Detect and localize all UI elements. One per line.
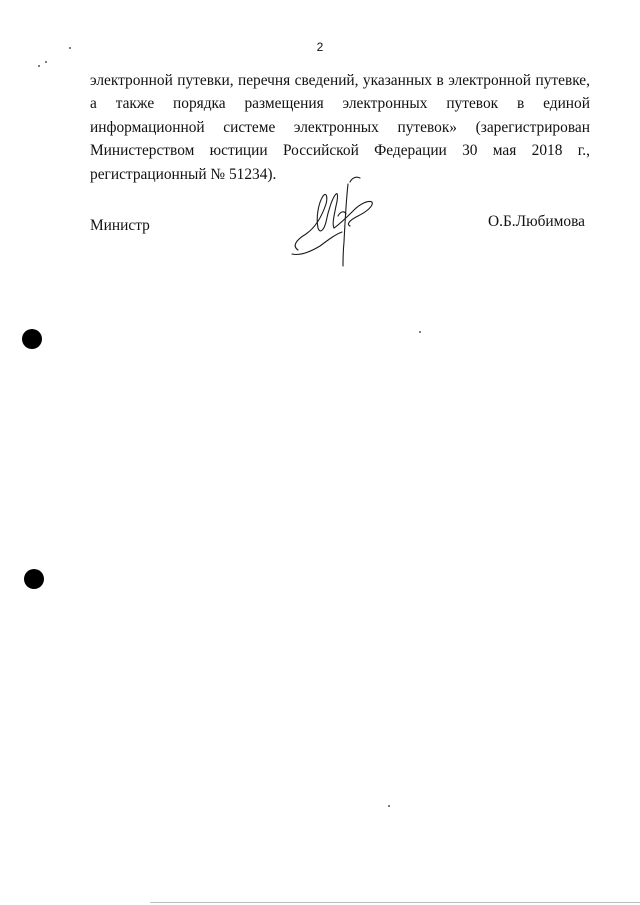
scan-speck: [45, 61, 47, 63]
word: в: [436, 72, 444, 89]
word: (зарегистрирован: [475, 118, 590, 136]
word: также: [115, 95, 155, 113]
word: 2018: [531, 142, 563, 160]
paragraph-line: [90, 92, 590, 115]
word: путевок»: [397, 118, 458, 136]
page-number: 2: [316, 40, 324, 54]
word: электронных: [293, 118, 379, 136]
word: 30: [462, 142, 478, 160]
paragraph-line: [90, 139, 590, 162]
scan-speck: [388, 805, 390, 807]
word: сведений,: [294, 72, 359, 89]
punch-hole: [22, 329, 42, 349]
word: электронной: [90, 72, 173, 89]
scan-speck: [38, 65, 40, 67]
word: Федерации: [374, 142, 447, 160]
word: Министерством: [90, 142, 195, 160]
word: электронных: [342, 95, 428, 113]
scan-edge: [150, 902, 640, 903]
paragraph-line: [90, 69, 590, 92]
word: а: [90, 95, 97, 113]
signer-title: Министр: [90, 217, 150, 234]
word: электронной: [448, 72, 532, 89]
word: регистрационный № 51234).: [90, 165, 277, 183]
word: порядка: [173, 95, 226, 113]
word: информационной: [90, 118, 205, 136]
word: перечня: [237, 72, 291, 89]
word: единой: [543, 95, 590, 113]
word: г.,: [577, 142, 590, 160]
word: в: [516, 95, 525, 113]
word: путевки,: [177, 72, 234, 89]
punch-hole: [24, 569, 44, 589]
word: размещения: [244, 95, 324, 113]
signer-name: О.Б.Любимова: [488, 213, 585, 230]
handwritten-signature: [288, 172, 378, 268]
word: мая: [492, 142, 517, 160]
paragraph-line: [90, 116, 590, 139]
word: юстиции: [209, 142, 268, 160]
scan-speck: [69, 47, 71, 49]
document-paragraph: [90, 69, 590, 186]
word: Российской: [282, 142, 359, 160]
scan-speck: [419, 331, 421, 333]
word: путевке,: [535, 72, 590, 89]
word: путевок: [446, 95, 499, 113]
word: системе: [223, 118, 276, 136]
word: указанных: [362, 72, 433, 89]
